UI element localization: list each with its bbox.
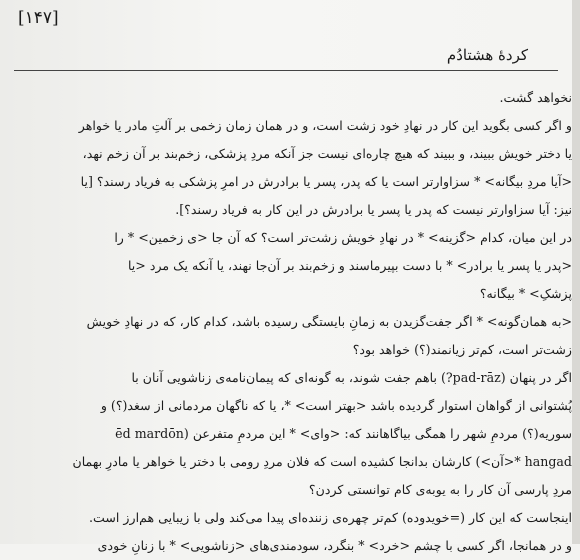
text-line: نخواهد گشت. bbox=[499, 90, 572, 105]
text-line: پُشتوانی از گواهان استوار گردیده باشد <بهتر است> *، یا که ناگهان مردمانی از سغد(؟) و bbox=[100, 398, 572, 413]
text-line: و در همانجا، اگر کسی با چشم <خرد> * بنگرد، سودمندی‌های <زناشویی> * با زنانِ خودی bbox=[97, 538, 572, 553]
body-text bbox=[10, 84, 572, 560]
page-edge-shadow bbox=[572, 0, 580, 544]
page-number: [۱۴۷] bbox=[18, 8, 59, 28]
chapter-heading: کردهٔ هشتادُم bbox=[446, 46, 528, 64]
text-line: نیز: آیا سزاوارتر نیست که پدر یا پسر یا برادرش در این کار به فریاد رسند؟]. bbox=[175, 202, 572, 217]
text-line: در این میان، کدام <گزینه> * در نهادِ خویش زشت‌تر است؟ که آن جا <ی زخمین> * را bbox=[114, 230, 572, 245]
text-line: یا دختر خویش ببیند، و ببیند که هیچ چاره‌ای نیست جز آنکه مردِ پزشکی، زخم‌بند بر آن زخم نهد، bbox=[82, 146, 572, 161]
text-line: <به همان‌گونه> * اگر جفت‌گزیدن به زمانِ بایستگی رسیده باشد، کدام کار، که در نهادِ خویش bbox=[86, 314, 572, 329]
text-line: <آیا مردِ بیگانه> * سزاوارتر است یا که پدر، پسر یا برادرش در امرِ پزشکی به فریاد رسند؟ [یا bbox=[80, 174, 572, 189]
text-line: و اگر کسی بگوید این کار در نهادِ خود زشت است، و در همان زمان زخمی بر آلتِ مادر یا خواهر bbox=[78, 118, 572, 133]
text-line: اگر در پنهان (pad-rāz?) باهم جفت شوند، به گونه‌ای که پیمان‌نامه‌ی زناشویی آنان با bbox=[131, 370, 572, 385]
text-line: پزشکِ> * بیگانه؟ bbox=[479, 286, 572, 301]
text-line: زشت‌تر است، کم‌تر زیانمند(؟) خواهد بود؟ bbox=[352, 342, 572, 357]
header-rule bbox=[14, 70, 558, 71]
text-line: <پدر یا پسر یا برادر> * با دست بپیرماسند و زخم‌بند بر آن‌جا نهند، یا آنکه یک مرد <یا bbox=[127, 258, 572, 273]
text-line: اینجاست که این کار (=خویدوده) کم‌تر چهره‌ی زننده‌ای پیدا می‌کند ولی با زیبایی هم‌ارز است. bbox=[89, 510, 572, 525]
text-line: مردِ پارسی آن کار را به یوبه‌ی کام توانستی کردن؟ bbox=[308, 482, 572, 497]
text-line: hangad *<آن>) کارشان بدانجا کشیده است که فلان مردِ رومی با دختر یا خواهر یا مادرِ بهمان bbox=[72, 454, 572, 469]
text-line: سوریه(؟) مردمِ شهر را همگی بیاگاهانند که: <وای> * این مردمِ متفرعن (ēd mardōn bbox=[115, 426, 572, 441]
